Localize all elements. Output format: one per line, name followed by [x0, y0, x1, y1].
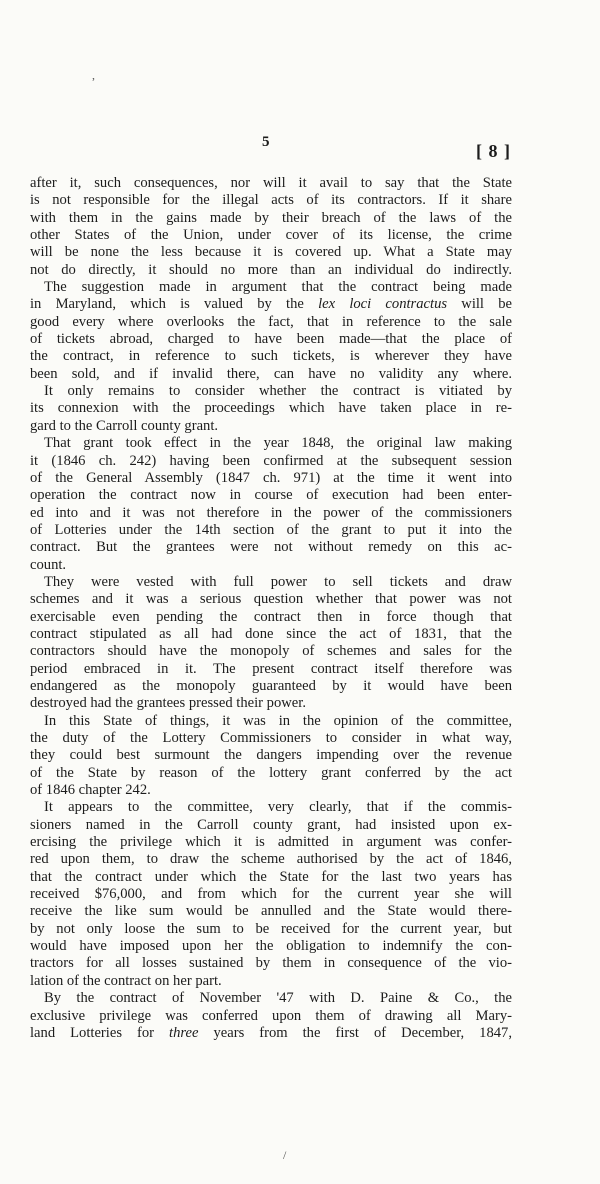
paper-speck: ,	[92, 68, 95, 82]
text-line: the contract, in reference to such tickets, is wherever they have	[30, 348, 512, 365]
text-line: period embraced in it. The present contract itself therefore was	[30, 660, 512, 677]
text-line: count.	[30, 556, 67, 573]
text-line: The suggestion made in argument that the contract being made	[44, 279, 512, 296]
text-line: would have imposed upon her the obligation to indemnify the con-	[30, 938, 512, 955]
text-line: That grant took effect in the year 1848, the original law making	[44, 435, 512, 452]
text-line: contract stipulated as all had done since the act of 1831, that the	[30, 625, 512, 642]
text-line: that the contract under which the State for the last two years has	[30, 868, 512, 885]
text-line: with them in the gains made by their breach of the laws of the	[30, 209, 512, 226]
text-line: gard to the Carroll county grant.	[30, 417, 219, 434]
body-text	[30, 175, 512, 1042]
text-line: contract. But the grantees were not without remedy on this ac-	[30, 539, 512, 556]
text-line: received $76,000, and from which for the current year she will	[30, 886, 512, 903]
text-line: it (1846 ch. 242) having been confirmed at the subsequent session	[30, 452, 512, 469]
text-line: endangered as the monopoly guaranteed by it would have been	[30, 677, 512, 694]
text-line: land Lotteries for three years from the first of December, 1847,	[30, 1024, 512, 1041]
text-line: receive the like sum would be annulled and the State would there-	[30, 903, 512, 920]
page-number: 5	[262, 134, 270, 150]
text-line: its connexion with the proceedings which have taken place in re-	[30, 400, 512, 417]
text-line: ed into and it was not therefore in the power of the commissioners	[30, 504, 512, 521]
text-line: of the State by reason of the lottery grant conferred by the act	[30, 764, 512, 781]
page-signature-mark: [ 8 ]	[476, 141, 511, 161]
text-line: schemes and it was a serious question whether that power was not	[30, 591, 512, 608]
text-line: is not responsible for the illegal acts of its contractors. If it share	[30, 192, 512, 209]
text-line: It only remains to consider whether the contract is vitiated by	[44, 383, 512, 400]
text-line: operation the contract now in course of execution had been enter-	[30, 487, 512, 504]
text-line: after it, such consequences, nor will it avail to say that the State	[30, 175, 512, 191]
text-line: They were vested with full power to sell tickets and draw	[44, 573, 512, 590]
text-line: exclusive privilege was conferred upon them of drawing all Mary-	[30, 1007, 512, 1024]
text-line: ercising the privilege which it is admitted in argument was confer-	[30, 834, 512, 851]
text-line: will be none the less because it is covered up. What a State may	[30, 244, 512, 261]
text-line: In this State of things, it was in the opinion of the committee,	[44, 712, 512, 729]
text-line: good every where overlooks the fact, that in reference to the sale	[30, 313, 512, 330]
text-line: been sold, and if invalid there, can have no validity any where.	[30, 365, 512, 382]
text-line: of Lotteries under the 14th section of the grant to put it into the	[30, 521, 512, 538]
text-line: tractors for all losses sustained by them in consequence of the vio-	[30, 955, 512, 972]
text-line: of tickets abroad, charged to have been made—that the place of	[30, 331, 512, 348]
text-line: By the contract of November '47 with D. Paine & Co., the	[44, 990, 512, 1007]
text-line: not do directly, it should no more than an individual do indirectly.	[30, 261, 512, 278]
text-line: destroyed had the grantees pressed their power.	[30, 695, 306, 712]
paper-speck: /	[283, 1148, 287, 1162]
text-line: of the General Assembly (1847 ch. 971) at the time it went into	[30, 469, 512, 486]
text-line: It appears to the committee, very clearly, that if the commis-	[44, 799, 512, 816]
text-line: in Maryland, which is valued by the lex loci contractus will be	[30, 296, 512, 313]
text-line: contractors should have the monopoly of schemes and sales for the	[30, 643, 512, 660]
text-line: lation of the contract on her part.	[30, 972, 222, 989]
text-line: exercisable even pending the contract then in force though that	[30, 608, 512, 625]
text-line: other States of the Union, under cover of its license, the crime	[30, 227, 512, 244]
text-line: by not only loose the sum to be received for the current year, but	[30, 920, 512, 937]
text-line: sioners named in the Carroll county grant, had insisted upon ex-	[30, 816, 512, 833]
text-line: red upon them, to draw the scheme authorised by the act of 1846,	[30, 851, 512, 868]
text-line: the duty of the Lottery Commissioners to consider in what way,	[30, 730, 512, 746]
text-line: of 1846 chapter 242.	[30, 782, 151, 799]
text-line: they could best surmount the dangers impending over the revenue	[30, 747, 512, 764]
